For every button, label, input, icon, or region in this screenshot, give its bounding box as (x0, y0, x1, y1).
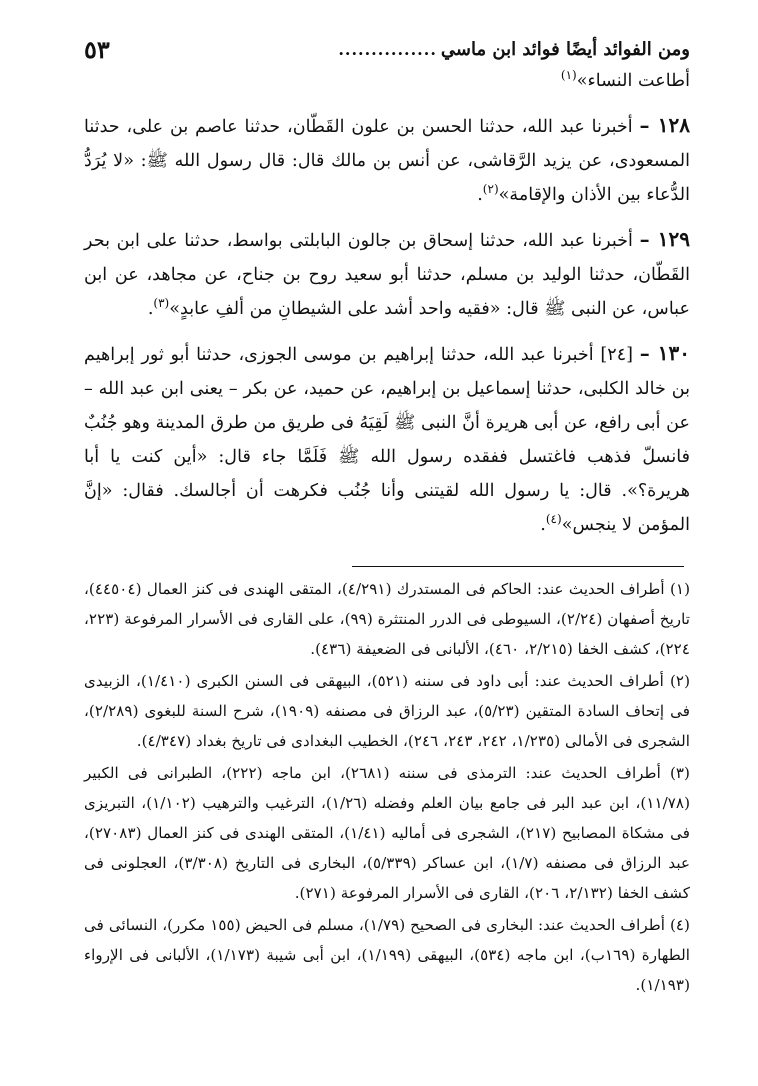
hadith-number: ١٢٩ – (639, 227, 691, 251)
footnote-2: (٢) أطراف الحديث عند: أبى داود فى سننه (٥٢١)، البيهقى فى السنن الكبرى (١/٤١٠)، الزبيدى فى إتحاف السادة المتقين (٥/٢٣)، عبد الرزاق فى مصنفه (١٩٠٩)، شرح السنة للبغوى (٢/٢٨٩)، الشجرى فى الأمالى (١/٢٣٥، ٢٤٢، ٢٤٣، ٢٤٦)، الخطيب البغدادى فى تاريخ بغداد (٤/٣٤٧). (84, 672, 690, 750)
footnotes-section (84, 574, 690, 1002)
continuation-text: أطاعت النساء» (576, 71, 690, 91)
footnote-marker: (٣) (153, 296, 170, 311)
hadith-129 (84, 222, 690, 326)
hadith-number: ١٣٠ – (639, 341, 691, 365)
header-title-group (338, 39, 690, 60)
footnote-4: (٤) أطراف الحديث عند: البخارى فى الصحيح (١/٧٩)، مسلم فى الحيض (١٥٥ مكرر)، النسائى فى الطهارة (١٦٩ب)، ابن ماجه (٥٣٤)، البيهقى (١/١٩٩)، ابن أبى شيبة (١/١٧٣)، الألبانى فى الإرواء (١/١٩٣). (84, 916, 690, 994)
hadith-end-mark: . (477, 185, 483, 205)
hadith-128 (84, 108, 690, 212)
footnote-1: (١) أطراف الحديث عند: الحاكم فى المستدرك (٤/٢٩١)، المتقى الهندى فى كنز العمال (٤٤٥٠٤)، تاريخ أصفهان (٢/٢٤)، السيوطى فى الدرر المنتثرة (٩٩)، على القارى فى الأسرار المرفوعة (٢٢٣، ٢٢٤)، كشف الخفا (٢/٢١٥، ٤٦٠)، الألبانى فى الضعيفة (٤٣٦). (84, 580, 690, 658)
page-header (84, 34, 690, 64)
footnote-marker: (٢) (482, 182, 499, 197)
hadith-text: أخبرنا عبد الله، حدثنا الحسن بن علون القَطّان، حدثنا عاصم بن على، حدثنا المسعودى، عن يزيد الرَّقاشى، عن أنس بن مالك قال: قال رسول الله ﷺ: «لا يُرَدُّ الدُّعاء بين الأذان والإقامة» (84, 117, 690, 205)
hadith-text: أخبرنا عبد الله، حدثنا إسحاق بن جالون البابلتى بواسط، حدثنا على ابن بحر القَطّان، حدثنا الوليد بن مسلم، حدثنا أبو سعيد روح بن جناح، عن مجاهد، عن ابن عباس، عن النبى ﷺ قال: «فقيه واحد أشد على الشيطانِ من ألفِ عابدٍ» (84, 231, 690, 319)
running-title: ومن الفوائد أيضًا فوائد ابن ماسي (440, 38, 690, 60)
footnote-marker: (٤) (545, 512, 562, 527)
main-text (84, 64, 690, 552)
hadith-end-mark: . (540, 515, 546, 535)
footnote-3: (٣) أطراف الحديث عند: الترمذى فى سننه (٢٦٨١)، ابن ماجه (٢٢٢)، الطبرانى فى الكبير (١١/٧٨)، ابن عبد البر فى جامع بيان العلم وفضله (١/٢٦)، الترغيب والترهيب (١/١٠٢)، التبريزى فى مشكاة المصابيح (٢١٧)، الشجرى فى أماليه (١/٤١)، المتقى الهندى فى كنز العمال (٢٧٠٨٣)، عبد الرزاق فى مصنفه (١/٧)، ابن عساكر (٥/٣٣٩)، البخارى فى التاريخ (٣/٣٠٨)، العجلونى فى كشف الخفا (٢/١٣٢، ٢٠٦)، القارى فى الأسرار المرفوعة (٢٧١). (84, 764, 691, 902)
hadith-text: [٢٤] أخبرنا عبد الله، حدثنا إبراهيم بن موسى الجوزى، حدثنا أبو ثور إبراهيم بن خالد الكلبى، حدثنا إسماعيل بن إبراهيم، عن حميد، عن بكر – يعنى ابن عبد الله – عن أبى رافع، عن أبى هريرة أنَّ النبى ﷺ لَقِيَهُ فى طريق من طرق المدينة وهو جُنُبٌ فانسلّ فذهب فاغتسل ففقده رسول الله ﷺ فَلَمَّا جاء قال: «أين كنت يا أبا هريرة؟». قال: يا رسول الله لقيتنى وأنا جُنُب فكرهت أن أجالسك. فقال: «إنَّ المؤمن لا ينجس» (84, 345, 690, 535)
hadith-number: ١٢٨ – (639, 113, 690, 137)
hadith-130 (84, 336, 690, 542)
hadith-end-mark: . (147, 299, 154, 319)
continuation-line (84, 64, 690, 98)
header-leader-dots: ............... (338, 39, 437, 59)
footnote-marker: (١) (560, 68, 577, 83)
page-number: ٥٣ (84, 34, 110, 64)
footnote-divider (352, 566, 684, 567)
